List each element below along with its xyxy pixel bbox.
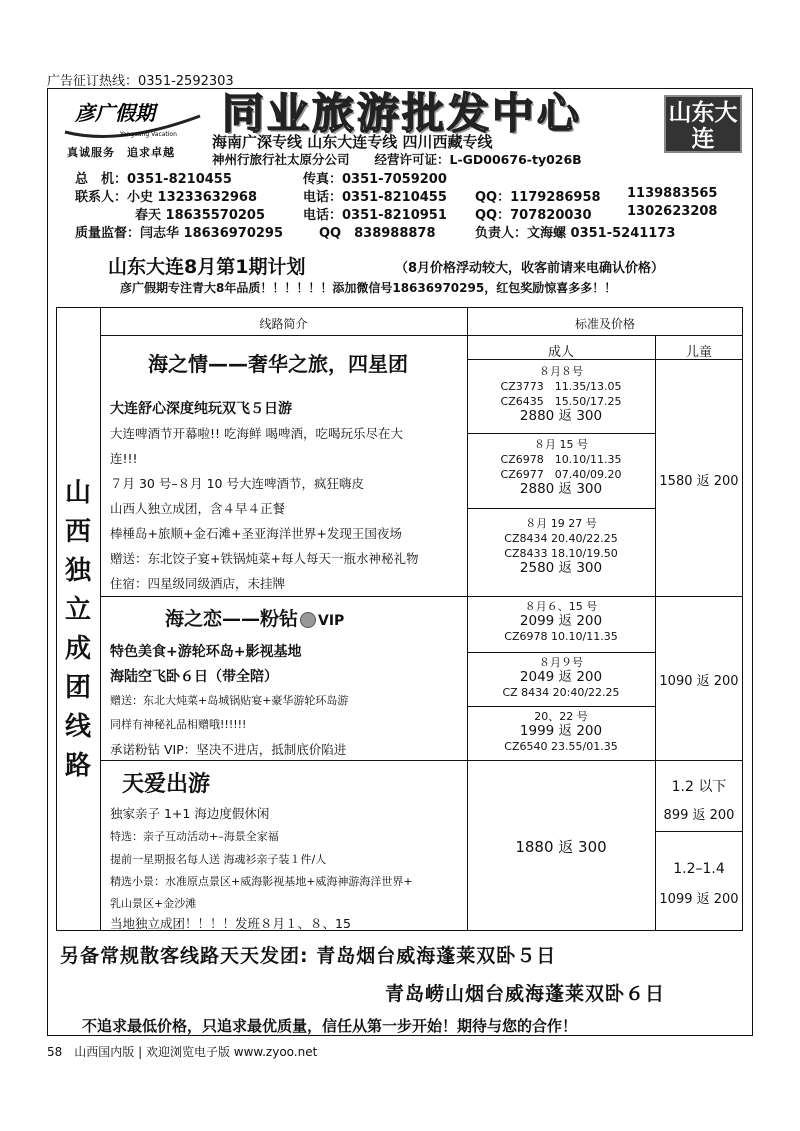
brand-en: Yanguang Vacation: [120, 131, 177, 138]
logo-swoosh-icon: [60, 94, 210, 144]
contact-person: 联系人：小史 13233632968: [75, 190, 258, 205]
side-char: 独: [64, 556, 91, 586]
route-line: 承诺粉钻 VIP：坚决不进店，抵制底价陷进: [110, 742, 347, 757]
fax: 传真：0351-7059200: [303, 172, 447, 187]
route-line: 住宿：四星级同级酒店，未挂牌: [110, 576, 286, 591]
route-title: 海之恋——粉钻 VIP: [165, 608, 345, 630]
brand-name: 彦广假期: [75, 101, 155, 125]
region-box: 山东大连: [664, 95, 742, 153]
route-line: 同样有神秘礼品相赠哦!!!!!!: [110, 718, 247, 731]
side-char: 成: [64, 634, 91, 664]
price-block: ８月９号 2049 返 200 CZ 8434 20:40/22.25: [502, 656, 620, 699]
route-line: 大连啤酒节开幕啦!! 吃海鲜 喝啤酒，吃喝玩乐尽在大: [110, 426, 403, 441]
route-line: 赠送：东北饺子宴+铁锅炖菜+每人每天一瓶水神秘礼物: [110, 551, 419, 566]
child-price: 1090 返 200: [659, 674, 739, 689]
route-line: ７月 30 号–８月 10 号大连啤酒节，疯狂嗨皮: [110, 476, 364, 491]
footer-line-2: 青岛崂山烟台威海蓬莱双卧６日: [385, 983, 666, 1005]
footer-slogan: 不追求最低价格，只追求最优质量，信任从第一步开始！期待与您的合作！: [82, 1017, 578, 1035]
price-block: ８月 19 27 号 CZ8434 20.40/22.25 CZ8433 18.10/19.50 2580 返 300: [504, 517, 618, 576]
plan-note: （8月价格浮动较大，收客前请来电确认价格）: [395, 261, 665, 276]
child-price: 1099 返 200: [659, 892, 739, 907]
route-line: 当地独立成团！！！！发班８月１、８、15: [110, 916, 351, 931]
company-license: 神州行旅行社太原分公司 经营许可证：L-GD00676-ty026B: [212, 152, 582, 167]
route-title: 海之情——奢华之旅，四星团: [148, 352, 408, 376]
price-block: ８月６、15 号 2099 返 200 CZ6978 10.10/11.35: [504, 600, 618, 643]
side-char: 西: [64, 517, 91, 547]
child-price: 1580 返 200: [659, 474, 739, 489]
col-route: 线路简介: [259, 317, 308, 331]
diamond-icon: [300, 612, 316, 628]
qq: QQ：1179286958: [475, 190, 601, 205]
price-block: ８月８号 CZ3773 11.35/13.05 CZ6435 15.50/17.25 2880 返 300: [500, 365, 622, 424]
col-price: 标准及价格: [574, 317, 635, 331]
footer-line-1: 另备常规散客线路天天发团: 青岛烟台威海蓬莱双卧５日: [60, 945, 557, 967]
side-label: [60, 474, 96, 786]
route-line: 棒棰岛+旅顺+金石滩+圣亚海洋世界+发现王国夜场: [110, 526, 402, 541]
promo-line: 彦广假期专注青大8年品质！！！！！！添加微信号18636970295，红包奖励惊喜多多！！: [120, 281, 617, 295]
qq: QQ 838988878: [319, 226, 436, 241]
contact-person: 春天 18635570205: [135, 208, 266, 223]
child-age: 1.2–1.4: [673, 861, 725, 877]
route-line: 乳山景区+金沙滩: [110, 897, 197, 910]
col-adult: 成人: [547, 345, 574, 360]
route-subtitle: 大连舒心深度纯玩双飞５日游: [110, 401, 292, 417]
route-line: 连!!!: [110, 451, 138, 466]
side-char: 立: [64, 595, 91, 625]
manager: 负责人：文海螺 0351-5241173: [475, 226, 676, 241]
brand-tagline: 真诚服务 追求卓越: [67, 146, 175, 159]
route-line: 提前一星期报名每人送 海魂衫亲子装１件/人: [110, 853, 327, 866]
side-char: 线: [64, 712, 91, 742]
col-child: 儿童: [685, 345, 712, 360]
qq: QQ：707820030: [475, 208, 592, 223]
price-block: ８月 15 号 CZ6978 10.10/11.35 CZ6977 07.40/09.20 2880 返 300: [500, 438, 622, 497]
side-char: 路: [64, 751, 91, 781]
child-age: 1.2 以下: [671, 779, 727, 795]
route-line: 山西人独立成团，含４早４正餐: [110, 501, 286, 516]
phone: 电话：0351-8210455: [303, 190, 447, 205]
phone: 电话：0351-8210951: [303, 208, 447, 223]
side-char: 山: [64, 478, 91, 508]
route-line: 精选小景：水准原点景区+威海影视基地+威海神游海洋世界+: [110, 875, 413, 888]
route-line: 独家亲子 1+1 海边度假休闲: [110, 806, 270, 821]
route-line: 特选：亲子互动活动+–海景全家福: [110, 830, 279, 843]
route-line: 赠送：东北大炖菜+岛城锅贴宴+豪华游轮环岛游: [110, 694, 349, 707]
qq-2: 1302623208: [627, 204, 718, 219]
line-list: 海南广深专线 山东大连专线 四川西藏专线: [212, 133, 493, 151]
qq-2: 1139883565: [627, 186, 718, 201]
child-price: 899 返 200: [663, 808, 735, 823]
adult-price: 1880 返 300: [515, 838, 607, 856]
quality-supervisor: 质量监督：闫志华 18636970295: [75, 226, 284, 241]
banner-title: 同业旅游批发中心: [222, 89, 583, 138]
plan-title: 山东大连8月第1期计划: [108, 256, 306, 278]
ad-hotline: 广告征订热线：0351-2592303: [47, 74, 234, 89]
page-footer: 58 山西国内版 | 欢迎浏览电子版 www.zyoo.net: [47, 1045, 318, 1059]
price-block: 20、22 号 1999 返 200 CZ6540 23.55/01.35: [504, 710, 618, 753]
side-char: 团: [64, 673, 91, 703]
route-line: 海陆空飞卧６日（带全陪）: [110, 669, 278, 685]
route-title: 天爱出游: [122, 772, 211, 797]
route-line: 特色美食+游轮环岛+影视基地: [110, 644, 302, 660]
phone-main: 总 机：0351-8210455: [75, 172, 232, 187]
